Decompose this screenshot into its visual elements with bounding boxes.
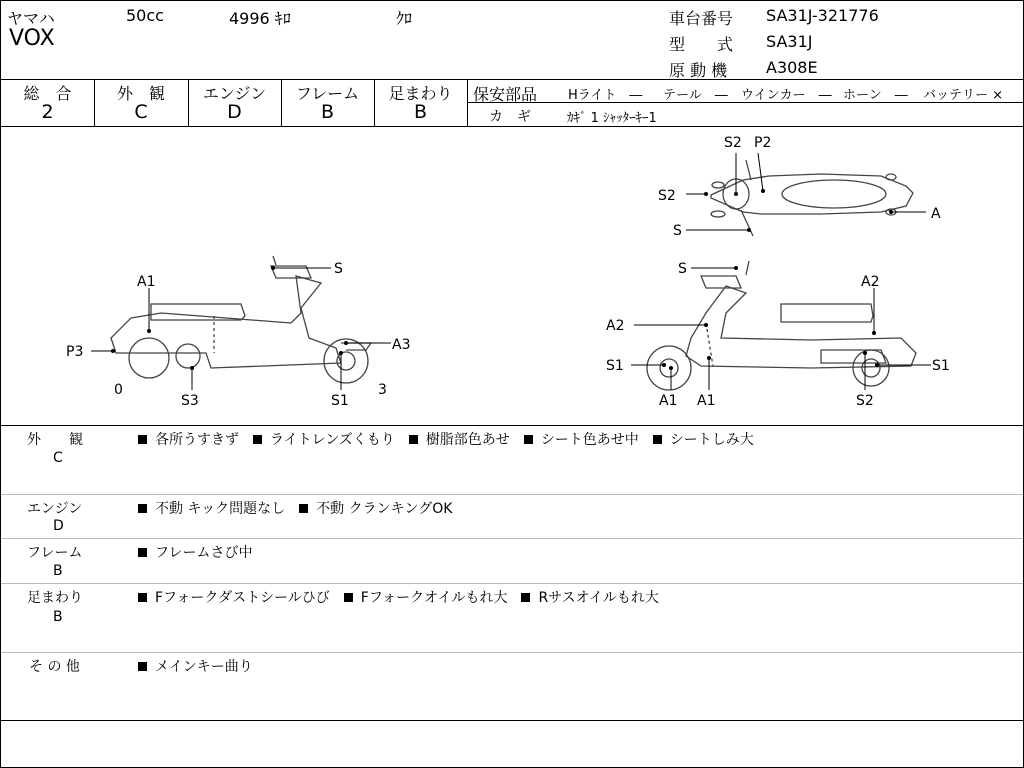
displacement: 50cc — [126, 6, 164, 25]
label-right-a2-top: A2 — [861, 274, 880, 290]
bullet-icon — [253, 435, 262, 444]
mileage — [229, 6, 291, 29]
note-exterior-label: 外 観 — [27, 432, 83, 448]
grade-engine-label: エンジン — [202, 84, 267, 103]
label-top-s2-left: S2 — [658, 188, 676, 204]
engine-label: 原 動 機 — [669, 61, 728, 80]
note-item: フレームさび中 — [138, 545, 252, 561]
bullet-icon — [344, 593, 353, 602]
divider — [1, 652, 1023, 653]
note-item: ライトレンズくもり — [253, 432, 395, 448]
note-item: 樹脂部色あせ — [409, 432, 510, 448]
model-name: VOX — [9, 26, 55, 51]
label-right-s1-rear: S1 — [932, 358, 950, 374]
note-frame-grade: B — [53, 563, 63, 579]
label-left-a3: A3 — [392, 337, 411, 353]
note-item: 不動 キック問題なし — [138, 501, 285, 517]
grade-engine-value: D — [227, 101, 242, 123]
note-item: Rサスオイルもれ大 — [521, 590, 658, 606]
note-other-items — [138, 656, 267, 676]
label-right-a2: A2 — [606, 318, 625, 334]
divider — [1, 126, 1023, 127]
label-right-s2: S2 — [856, 393, 874, 409]
type-value: SA31J — [766, 32, 813, 51]
bullet-icon — [521, 593, 530, 602]
bullet-icon — [138, 548, 147, 557]
mileage-unit: ｷﾛ — [274, 9, 291, 28]
scooter-top-view — [711, 160, 913, 236]
divider — [1, 538, 1023, 539]
note-item: 不動 クランキングOK — [299, 501, 452, 517]
divider — [1, 494, 1023, 495]
label-right-s1: S1 — [606, 358, 624, 374]
type-label: 型 式 — [669, 35, 734, 54]
grade-frame-value: B — [320, 101, 335, 123]
note-engine-grade: D — [53, 518, 64, 534]
grade-exterior-label: 外 観 — [116, 84, 165, 103]
label-top-s2: S2 — [724, 135, 742, 151]
diagram-leaders — [91, 153, 931, 390]
label-right-a1-front: A1 — [659, 393, 678, 409]
maker: ヤマハ — [7, 9, 55, 28]
mileage-value: 4996 — [229, 9, 270, 28]
bullet-icon — [138, 662, 147, 671]
note-frame-items — [138, 542, 266, 562]
equipment-label: 保安部品 — [473, 85, 538, 104]
grade-total-value: 2 — [41, 101, 54, 123]
note-engine-label: エンジン — [27, 501, 83, 517]
frame-no: SA31J-321776 — [766, 6, 879, 25]
bullet-icon — [653, 435, 662, 444]
note-exterior-grade: C — [53, 450, 63, 466]
note-other-label: そ の 他 — [29, 659, 80, 675]
diagram-dots — [111, 189, 893, 370]
note-item: シートしみ大 — [653, 432, 754, 448]
divider — [1, 583, 1023, 584]
bullet-icon — [138, 593, 147, 602]
color: ｸﾛ — [396, 9, 413, 28]
bullet-icon — [138, 504, 147, 513]
equipment-horn: ホーン ― — [843, 88, 908, 103]
equipment-headlight: Hライト ― — [568, 88, 643, 103]
scooter-diagrams — [1, 128, 1023, 425]
label-right-s: S — [678, 261, 687, 277]
label-top-p2: P2 — [754, 135, 772, 151]
label-left-s1: S1 — [331, 393, 349, 409]
bullet-icon — [138, 435, 147, 444]
grade-suspension-label: 足まわり — [388, 84, 453, 103]
note-item: 各所うすきず — [138, 432, 239, 448]
divider — [1, 720, 1023, 721]
key-value: ｶｷﾞ 1 ｼｬｯﾀｰｷｰ1 — [567, 111, 657, 126]
note-item: Fフォークダストシールひび — [138, 590, 330, 606]
label-top-s: S — [673, 223, 682, 239]
note-suspension-items — [138, 587, 673, 607]
grade-suspension-value: B — [413, 101, 428, 123]
note-item: Fフォークオイルもれ大 — [344, 590, 508, 606]
label-right-a1: A1 — [697, 393, 716, 409]
label-left-p3: P3 — [66, 344, 84, 360]
label-left-s: S — [334, 261, 343, 277]
note-item: メインキー曲り — [138, 659, 253, 675]
note-item: シート色あせ中 — [524, 432, 639, 448]
note-suspension-label: 足まわり — [27, 590, 83, 606]
divider — [1, 425, 1023, 426]
label-left-0: 0 — [114, 382, 123, 398]
equipment-battery: バッテリー × — [923, 88, 1004, 103]
equipment-winker: ウインカー ― — [741, 88, 832, 103]
frame-no-label: 車台番号 — [669, 9, 734, 28]
bullet-icon — [524, 435, 533, 444]
equipment-tail: テール ― — [663, 88, 728, 103]
bullet-icon — [299, 504, 308, 513]
engine-value: A308E — [766, 58, 818, 77]
divider — [1, 79, 1023, 80]
note-frame-label: フレーム — [27, 545, 83, 561]
label-top-a: A — [931, 206, 941, 222]
note-suspension-grade: B — [53, 609, 63, 625]
bullet-icon — [409, 435, 418, 444]
note-exterior-items — [138, 429, 768, 449]
grade-frame-label: フレーム — [295, 84, 360, 103]
label-left-3: 3 — [378, 382, 387, 398]
label-left-a1: A1 — [137, 274, 156, 290]
grade-total-label: 総 合 — [23, 84, 72, 103]
note-engine-items — [138, 498, 466, 518]
key-label: カ ギ — [489, 109, 531, 125]
label-left-s3: S3 — [181, 393, 199, 409]
grade-exterior-value: C — [134, 101, 148, 123]
